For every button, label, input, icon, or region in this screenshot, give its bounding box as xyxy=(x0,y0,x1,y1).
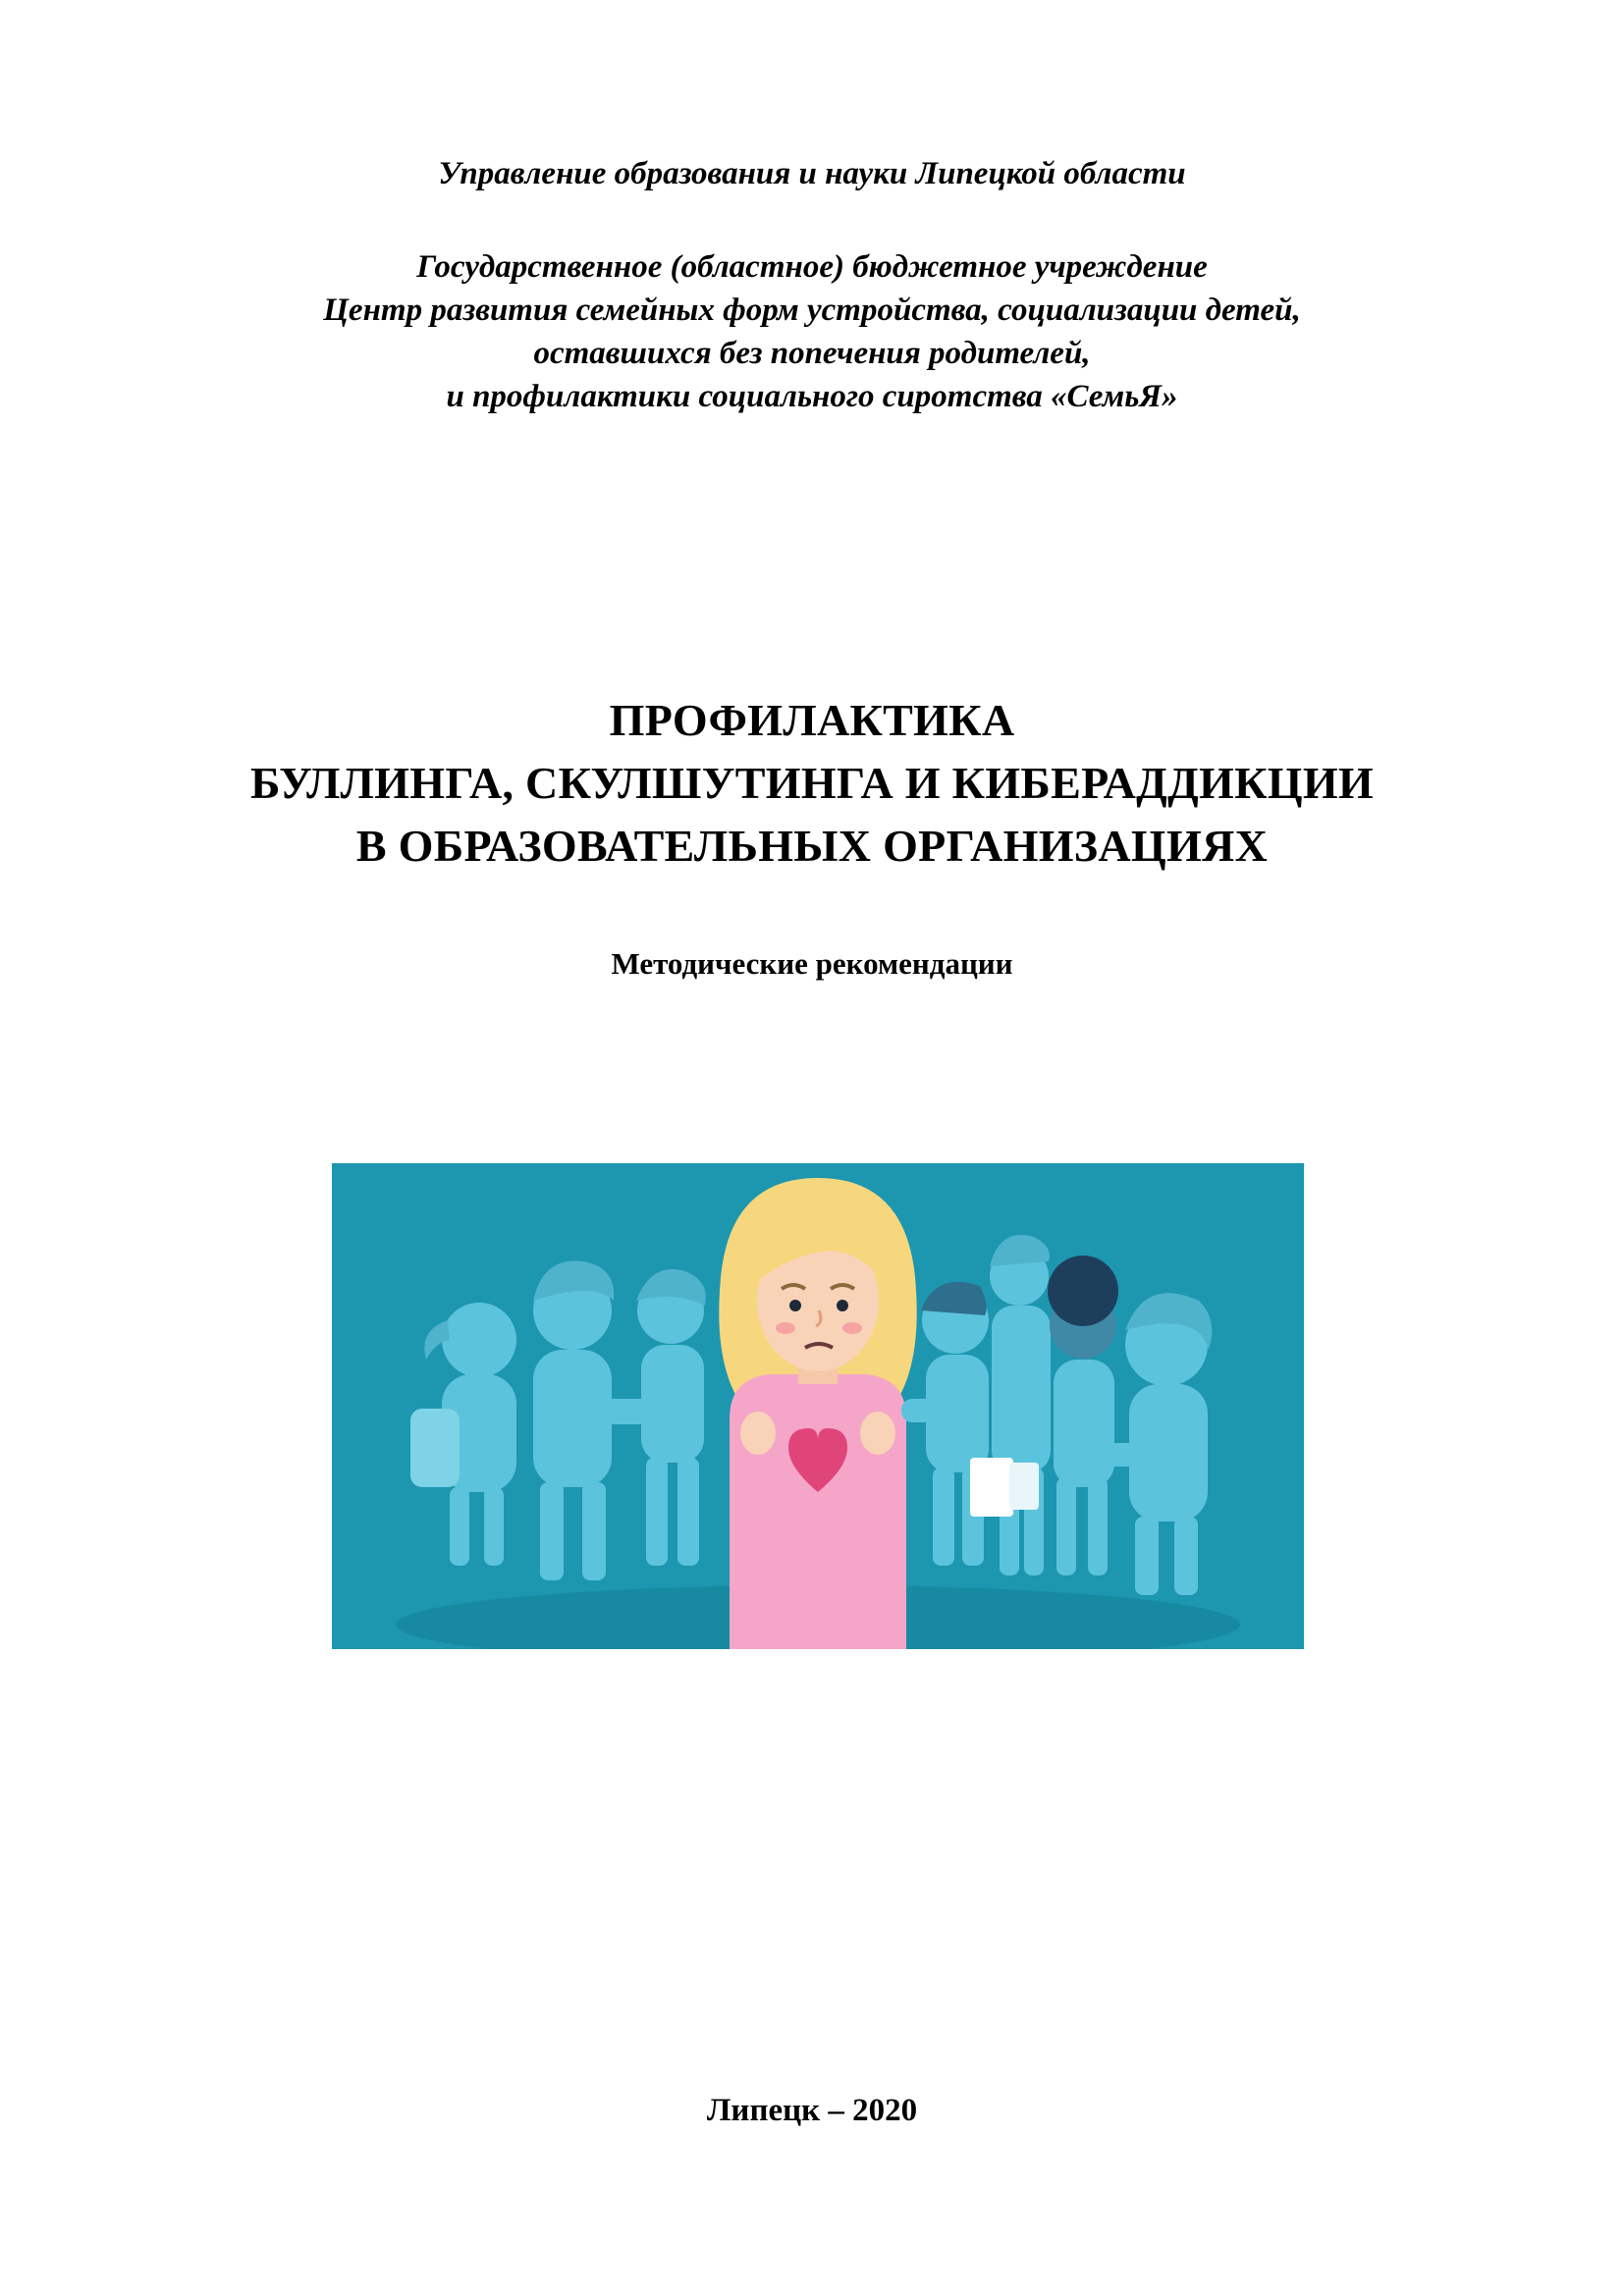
city-year: Липецк – 2020 xyxy=(706,2093,918,2128)
institution-heading xyxy=(0,245,1624,418)
ministry-heading: Управление образования и науки Липецкой области xyxy=(438,156,1186,191)
title-line: В ОБРАЗОВАТЕЛЬНЫХ ОРГАНИЗАЦИЯХ xyxy=(355,821,1269,871)
institution-line: Государственное (областное) бюджетное учреждение xyxy=(416,249,1208,285)
institution-line: оставшихся без попечения родителей, xyxy=(533,336,1091,371)
document-title xyxy=(0,689,1624,878)
bullying-illustration xyxy=(332,1163,1304,1649)
institution-line: и профилактики социального сиротства «СемьЯ» xyxy=(446,379,1178,414)
title-line: ПРОФИЛАКТИКА xyxy=(609,695,1015,745)
document-subtitle: Методические рекомендации xyxy=(611,946,1013,981)
institution-line: Центр развития семейных форм устройства, социализации детей, xyxy=(323,293,1301,328)
title-line: БУЛЛИНГА, СКУЛШУТИНГА И КИБЕРАДДИКЦИИ xyxy=(249,758,1374,808)
